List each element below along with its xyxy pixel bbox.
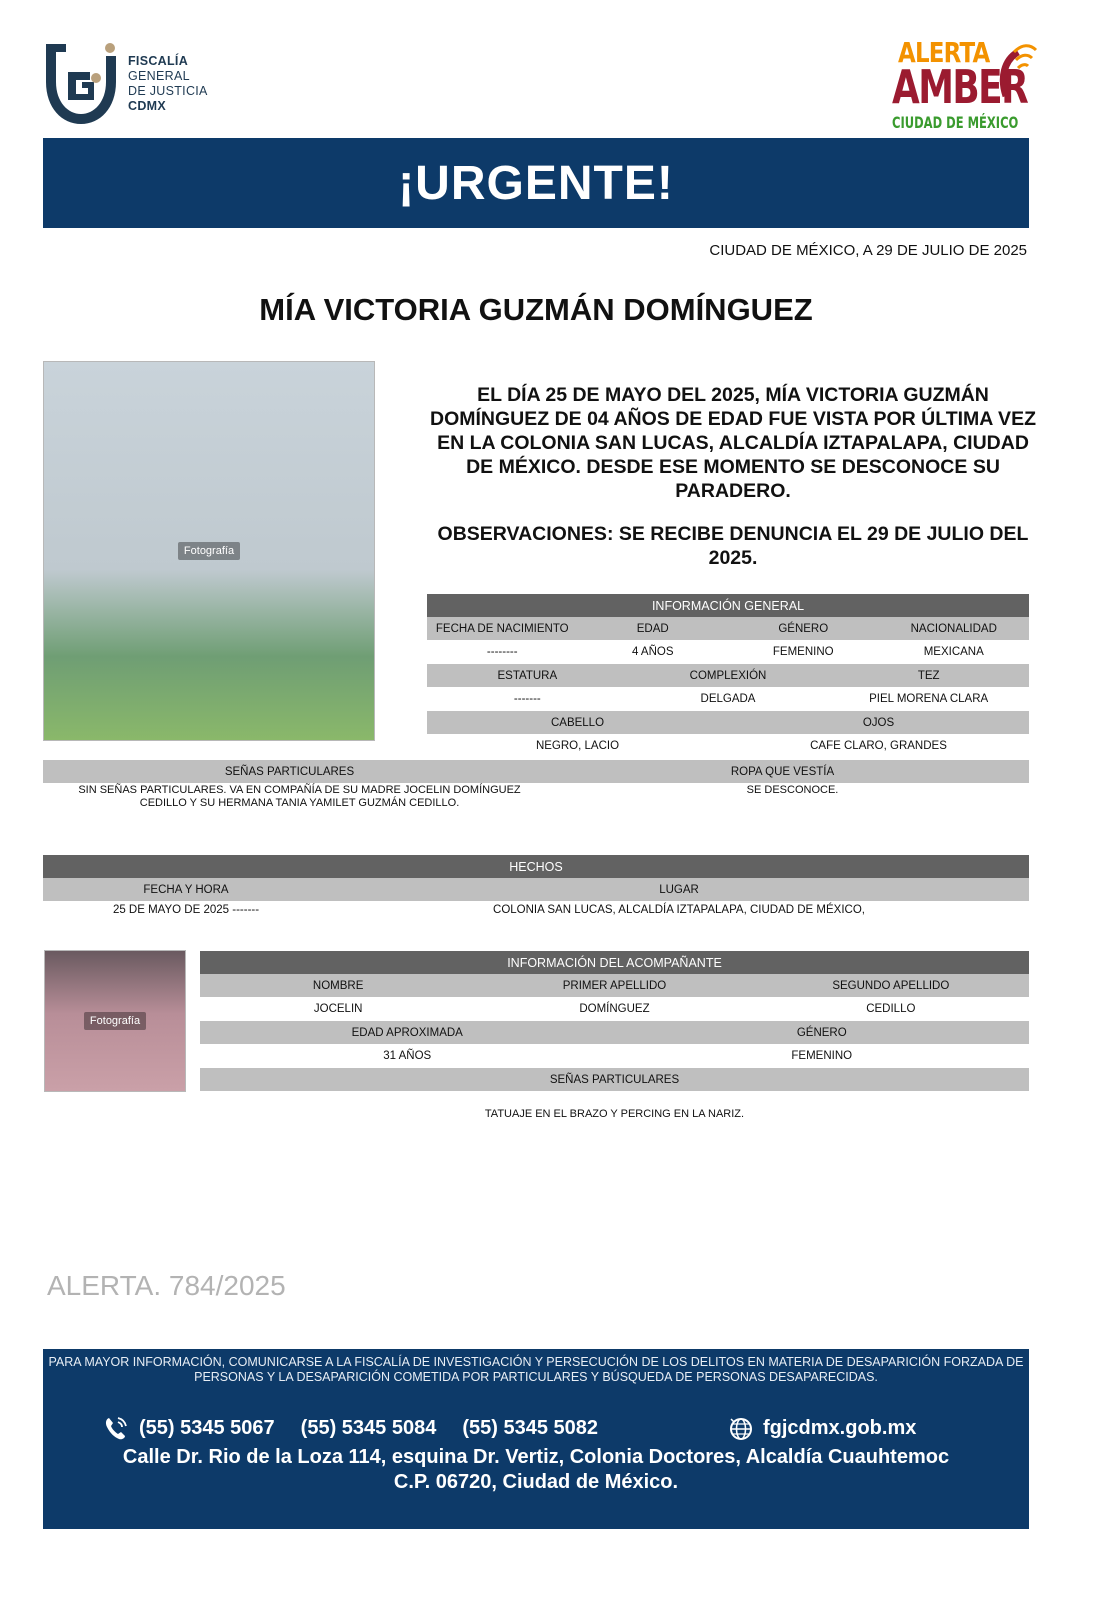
urgent-banner: ¡URGENTE! <box>43 138 1029 228</box>
photo-placeholder-label: Fotografía <box>178 542 240 560</box>
fgj-cdmx-logo <box>44 42 214 126</box>
value-clothing: SE DESCONOCE. <box>746 784 839 796</box>
header-date-time: FECHA Y HORA <box>143 883 229 896</box>
globe-icon <box>727 1415 753 1441</box>
facts-table <box>43 855 1029 919</box>
logo-text-justicia: DE JUSTICIA <box>128 84 208 98</box>
signal-waves-icon <box>998 38 1038 98</box>
companion-info-table <box>200 951 1029 1091</box>
website-link[interactable]: fgjcdmx.gob.mx <box>763 1416 917 1439</box>
amber-logo-amber: AMBER <box>892 60 1028 114</box>
value-second-surname: CEDILLO <box>866 1003 916 1015</box>
value-hair: NEGRO, LACIO <box>535 740 620 752</box>
value-first-name: JOCELIN <box>313 1003 363 1015</box>
value-nationality: MEXICANA <box>923 646 984 658</box>
value-distinguishing-marks: SIN SEÑAS PARTICULARES. VA EN COMPAÑÍA DE SU MADRE JOCELIN DOMÍNGUEZ CEDILLO Y SU HERMANA TANIA YAMILET GUZMÁN CEDILLO. <box>78 784 521 809</box>
header-birthdate: FECHA DE NACIMIENTO <box>435 622 569 635</box>
phone-icon <box>103 1415 129 1441</box>
header-complexion: TEZ <box>917 669 940 682</box>
facts-title: HECHOS <box>509 859 563 874</box>
address-line-2: C.P. 06720, Ciudad de México. <box>393 1471 679 1493</box>
value-place: COLONIA SAN LUCAS, ALCALDÍA IZTAPALAPA, CIUDAD DE MÉXICO, <box>493 904 865 916</box>
missing-person-photo <box>43 361 375 741</box>
case-description: EL DÍA 25 DE MAYO DEL 2025, MÍA VICTORIA GUZMÁN DOMÍNGUEZ DE 04 AÑOS DE EDAD FUE VISTA POR ÚLTIMA VEZ EN LA COLONIA SAN LUCAS, ALCALDÍA IZTAPALAPA, CIUDAD DE MÉXICO. DESDE ESE MOMENTO SE DESCONOCE SU PARADERO. <box>430 384 1036 502</box>
value-date-time: 25 DE MAYO DE 2025 ------- <box>112 904 260 916</box>
value-complexion: PIEL MORENA CLARA <box>869 693 989 705</box>
header-second-surname: SEGUNDO APELLIDO <box>832 979 950 992</box>
address <box>43 1445 1029 1495</box>
header-companion-marks: SEÑAS PARTICULARES <box>549 1073 680 1086</box>
website <box>727 1415 916 1441</box>
date-location: CIUDAD DE MÉXICO, A 29 DE JULIO DE 2025 <box>709 242 1027 259</box>
header-place: LUGAR <box>659 883 699 896</box>
alerta-amber-logo <box>890 36 1035 134</box>
header-age: EDAD <box>636 622 669 635</box>
marks-clothing-table <box>43 760 1029 783</box>
general-info-table <box>427 594 1029 758</box>
header-distinguishing-marks: SEÑAS PARTICULARES <box>224 765 355 778</box>
general-info-title: INFORMACIÓN GENERAL <box>651 598 805 613</box>
header-clothing: ROPA QUE VESTÍA <box>730 765 835 778</box>
value-height: ------- <box>513 693 541 705</box>
phone-number-1[interactable]: (55) 5345 5067 <box>139 1416 275 1439</box>
logo-text-cdmx: CDMX <box>128 99 167 113</box>
value-build: DELGADA <box>700 693 756 705</box>
fgj-emblem-icon <box>44 42 118 126</box>
contact-info-text: PARA MAYOR INFORMACIÓN, COMUNICARSE A LA FISCALÍA DE INVESTIGACIÓN Y PERSECUCIÓN DE LOS DELITOS EN MATERIA DE DESAPARICIÓN FORZADA DE PERSONAS Y LA DESAPARICIÓN COMETIDA POR PARTICULARES Y BÚSQUEDA DE PERSONAS DESAPARECIDAS. <box>48 1355 1024 1384</box>
contact-footer <box>43 1349 1029 1529</box>
alert-number: ALERTA. 784/2025 <box>47 1270 286 1301</box>
phone-number-3[interactable]: (55) 5345 5082 <box>462 1416 599 1439</box>
header-gender: GÉNERO <box>778 622 829 635</box>
value-companion-gender: FEMENINO <box>791 1050 853 1062</box>
companion-info-title: INFORMACIÓN DEL ACOMPAÑANTE <box>507 955 722 970</box>
phone-number-2[interactable]: (55) 5345 5084 <box>300 1416 437 1439</box>
header-first-surname: PRIMER APELLIDO <box>562 979 667 992</box>
header-hair: CABELLO <box>550 716 605 729</box>
value-birthdate: -------- <box>486 646 518 658</box>
companion-photo <box>44 950 186 1092</box>
missing-person-name: MÍA VICTORIA GUZMÁN DOMÍNGUEZ <box>259 292 813 327</box>
marks-clothing-values <box>43 783 1029 810</box>
value-first-surname: DOMÍNGUEZ <box>579 1003 650 1015</box>
header-approx-age: EDAD APROXIMADA <box>351 1026 463 1039</box>
phone-numbers <box>103 1415 624 1441</box>
header-first-name: NOMBRE <box>312 979 364 992</box>
address-line-1: Calle Dr. Rio de la Loza 114, esquina Dr. Vertiz, Colonia Doctores, Alcaldía Cuauhtemoc <box>122 1446 950 1468</box>
value-eyes: CAFE CLARO, GRANDES <box>810 740 947 752</box>
amber-logo-cdmx: CIUDAD DE MÉXICO <box>892 113 1019 132</box>
value-companion-marks: TATUAJE EN EL BRAZO Y PERCING EN LA NARIZ. <box>484 1108 745 1120</box>
logo-text-fiscalia: FISCALÍA <box>128 54 189 68</box>
header-nationality: NACIONALIDAD <box>910 622 997 635</box>
value-gender: FEMENINO <box>772 646 834 658</box>
value-age: 4 AÑOS <box>631 646 674 658</box>
amber-logo-alerta: ALERTA <box>898 36 990 69</box>
photo-placeholder-label: Fotografía <box>84 1012 146 1030</box>
header-companion-gender: GÉNERO <box>796 1026 847 1039</box>
header-eyes: OJOS <box>862 716 895 729</box>
case-observations: OBSERVACIONES: SE RECIBE DENUNCIA EL 29 DE JULIO DEL 2025. <box>437 523 1029 569</box>
header-build: COMPLEXIÓN <box>689 669 767 682</box>
header-height: ESTATURA <box>497 669 558 682</box>
value-approx-age: 31 AÑOS <box>383 1050 432 1062</box>
logo-text-general: GENERAL <box>128 69 190 83</box>
